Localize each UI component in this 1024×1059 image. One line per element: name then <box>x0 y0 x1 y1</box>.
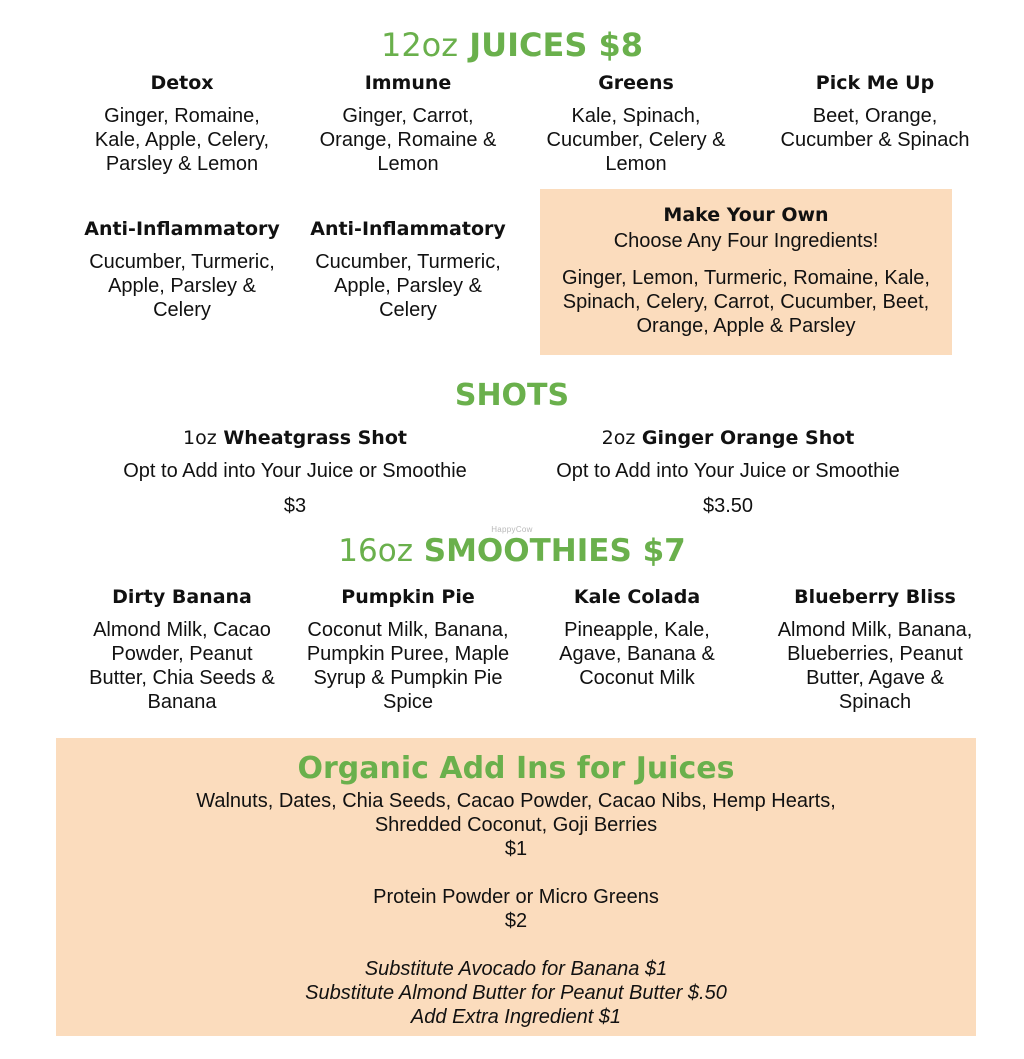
shot-desc-wheatgrass: Opt to Add into Your Juice or Smoothie <box>123 460 467 482</box>
addins-heading: Organic Add Ins for Juices <box>297 751 735 786</box>
addins-sub3: Add Extra Ingredient $1 <box>410 1006 622 1028</box>
juice-title-immune: Immune <box>364 72 452 94</box>
addins-price1: $1 <box>504 838 528 860</box>
smoothie-body-blueberry-bliss: Almond Milk, Banana, Blueberries, Peanut Butter, Agave & Spinach <box>777 619 973 713</box>
juice-title-anti-inflammatory-1: Anti-Inflammatory <box>84 218 280 240</box>
smoothies-heading-size: 16oz <box>338 533 413 569</box>
smoothies-heading-text: SMOOTHIES $7 <box>412 533 686 569</box>
addins-sub2: Substitute Almond Butter for Peanut Butter $.50 <box>305 982 727 1004</box>
juices-heading-text: JUICES $8 <box>458 26 644 64</box>
juice-title-anti-inflammatory-2: Anti-Inflammatory <box>310 218 506 240</box>
addins-line1: Walnuts, Dates, Chia Seeds, Cacao Powder, Cacao Nibs, Hemp Hearts, <box>196 790 836 812</box>
juices-heading <box>0 26 1024 64</box>
shot-name-ginger-orange: Ginger Orange Shot <box>635 427 855 449</box>
juice-title-pick-me-up: Pick Me Up <box>815 72 935 94</box>
smoothies-heading <box>0 533 1024 569</box>
smoothie-body-dirty-banana: Almond Milk, Cacao Powder, Peanut Butter, Chia Seeds & Banana <box>89 619 275 713</box>
juice-title-detox: Detox <box>150 72 214 94</box>
make-your-own-title: Make Your Own <box>663 204 829 226</box>
shot-size-wheatgrass: 1oz <box>183 427 217 449</box>
juice-body-greens: Kale, Spinach, Cucumber, Celery & Lemon <box>546 105 726 175</box>
juice-title-greens: Greens <box>598 72 674 94</box>
addins-line3: Protein Powder or Micro Greens <box>373 886 659 908</box>
juice-body-pick-me-up: Beet, Orange, Cucumber & Spinach <box>780 105 970 151</box>
smoothie-body-pumpkin-pie: Coconut Milk, Banana, Pumpkin Puree, Maple Syrup & Pumpkin Pie Spice <box>306 619 510 713</box>
shot-price-wheatgrass: $3 <box>283 495 307 517</box>
addins-line2: Shredded Coconut, Goji Berries <box>374 814 658 836</box>
juices-heading-size: 12oz <box>380 26 459 64</box>
smoothie-title-pumpkin-pie: Pumpkin Pie <box>341 586 475 608</box>
juice-body-anti-inflammatory-2: Cucumber, Turmeric, Apple, Parsley & Celery <box>315 251 501 321</box>
addins-sub1: Substitute Avocado for Banana $1 <box>364 958 668 980</box>
smoothie-title-dirty-banana: Dirty Banana <box>112 586 252 608</box>
make-your-own-ingredients: Ginger, Lemon, Turmeric, Romaine, Kale, Spinach, Celery, Carrot, Cucumber, Beet, Orange, Apple & Parsley <box>562 267 930 337</box>
juice-body-immune: Ginger, Carrot, Orange, Romaine & Lemon <box>319 105 497 175</box>
shot-title-ginger-orange <box>528 427 928 449</box>
addins-box <box>56 738 976 1036</box>
make-your-own-subtitle: Choose Any Four Ingredients! <box>613 230 879 252</box>
shot-name-wheatgrass: Wheatgrass Shot <box>216 427 407 449</box>
addins-price2: $2 <box>504 910 528 932</box>
happycow-watermark: HappyCow <box>491 525 533 534</box>
smoothie-body-kale-colada: Pineapple, Kale, Agave, Banana & Coconut Milk <box>559 619 715 689</box>
shot-title-wheatgrass <box>95 427 495 449</box>
shot-size-ginger-orange: 2oz <box>601 427 636 449</box>
make-your-own-box <box>540 189 952 355</box>
juice-body-detox: Ginger, Romaine, Kale, Apple, Celery, Parsley & Lemon <box>94 105 270 175</box>
smoothie-title-kale-colada: Kale Colada <box>573 586 701 608</box>
juice-body-anti-inflammatory-1: Cucumber, Turmeric, Apple, Parsley & Celery <box>89 251 275 321</box>
shot-desc-ginger-orange: Opt to Add into Your Juice or Smoothie <box>556 460 900 482</box>
shots-heading: SHOTS <box>454 378 570 413</box>
smoothie-title-blueberry-bliss: Blueberry Bliss <box>794 586 956 608</box>
shot-price-ginger-orange: $3.50 <box>702 495 754 517</box>
